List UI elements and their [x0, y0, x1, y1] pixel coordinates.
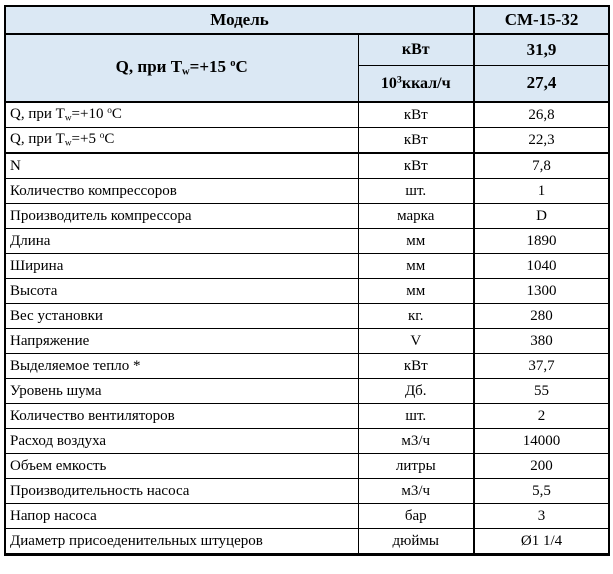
spec-unit-cell: шт. [358, 404, 474, 429]
spec-label-cell: Напор насоса [5, 504, 358, 529]
q15-unit-cell: $10^3ккал/ч$ [358, 66, 474, 103]
spec-unit-cell: шт. [358, 179, 474, 204]
spec-value-cell: 200 [474, 454, 609, 479]
spec-unit-cell: мм [358, 229, 474, 254]
spec-unit-cell: Дб. [358, 379, 474, 404]
spec-value-cell: 7,8 [474, 153, 609, 179]
spec-label-cell: Выделяемое тепло * [5, 354, 358, 379]
spec-value-cell: 14000 [474, 429, 609, 454]
spec-value-cell: 1040 [474, 254, 609, 279]
spec-table [4, 5, 610, 556]
spec-unit-cell: бар [358, 504, 474, 529]
spec-row-compressor-maker [5, 204, 609, 229]
spec-unit-cell: м3/ч [358, 479, 474, 504]
spec-label-cell: Количество компрессоров [5, 179, 358, 204]
spec-value-cell: 55 [474, 379, 609, 404]
spec-value-cell: Ø1 1/4 [474, 529, 609, 555]
spec-label-cell: N [5, 153, 358, 179]
spec-label-cell: Количество вентиляторов [5, 404, 358, 429]
spec-row-compressor-count [5, 179, 609, 204]
spec-value-cell: 1890 [474, 229, 609, 254]
spec-label-cell: Расход воздуха [5, 429, 358, 454]
spec-row-noise-level [5, 379, 609, 404]
spec-unit-cell: V [358, 329, 474, 354]
spec-unit-cell: м3/ч [358, 429, 474, 454]
spec-row-q5 [5, 128, 609, 154]
spec-label-cell: Длина [5, 229, 358, 254]
spec-unit-cell: кВт [358, 102, 474, 128]
spec-row-length [5, 229, 609, 254]
spec-value-cell: 380 [474, 329, 609, 354]
spec-value-cell: D [474, 204, 609, 229]
spec-value-cell: 26,8 [474, 102, 609, 128]
spec-value-cell: 1 [474, 179, 609, 204]
spec-value-cell: 5,5 [474, 479, 609, 504]
spec-value-cell: 3 [474, 504, 609, 529]
spec-unit-cell: кг. [358, 304, 474, 329]
spec-row-air-flow [5, 429, 609, 454]
spec-row-q10 [5, 102, 609, 128]
spec-unit-cell: кВт [358, 354, 474, 379]
spec-row-pump-head [5, 504, 609, 529]
spec-row-width [5, 254, 609, 279]
spec-unit-cell: мм [358, 279, 474, 304]
spec-value-cell: 22,3 [474, 128, 609, 154]
spec-label-cell: Напряжение [5, 329, 358, 354]
spec-unit-cell: кВт [358, 128, 474, 154]
spec-label-cell: Высота [5, 279, 358, 304]
spec-row-voltage [5, 329, 609, 354]
spec-value-cell: 1300 [474, 279, 609, 304]
spec-unit-cell: кВт [358, 153, 474, 179]
spec-label-cell: Вес установки [5, 304, 358, 329]
spec-row-n [5, 153, 609, 179]
spec-row-pump-capacity [5, 479, 609, 504]
spec-label-cell: Производительность насоса [5, 479, 358, 504]
q15-label-cell: Q, при $T_w=+15$ $^o$C [5, 34, 358, 102]
spec-unit-cell: литры [358, 454, 474, 479]
spec-value-cell: 280 [474, 304, 609, 329]
q15-row-kwt [5, 34, 609, 66]
spec-unit-cell: марка [358, 204, 474, 229]
spec-value-cell: 2 [474, 404, 609, 429]
model-header-row [5, 6, 609, 34]
spec-label-cell: Q, при $T_w=+5$ $^o$C [5, 128, 358, 154]
q15-value-cell: 27,4 [474, 66, 609, 103]
q15-unit-cell: кВт [358, 34, 474, 66]
spec-unit-cell: мм [358, 254, 474, 279]
model-value-cell: СМ-15-32 [474, 6, 609, 34]
spec-row-heat-output [5, 354, 609, 379]
spec-label-cell: Q, при $T_w=+10$ $^o$C [5, 102, 358, 128]
spec-row-tank-volume [5, 454, 609, 479]
spec-label-cell: Ширина [5, 254, 358, 279]
spec-value-cell: 37,7 [474, 354, 609, 379]
spec-row-weight [5, 304, 609, 329]
spec-row-fan-count [5, 404, 609, 429]
spec-label-cell: Объем емкость [5, 454, 358, 479]
spec-label-cell: Уровень шума [5, 379, 358, 404]
spec-row-fitting-diameter [5, 529, 609, 555]
q15-value-cell: 31,9 [474, 34, 609, 66]
spec-label-cell: Диаметр присоеденительных штуцеров [5, 529, 358, 555]
spec-row-height [5, 279, 609, 304]
model-label-cell: Модель [5, 6, 474, 34]
spec-unit-cell: дюймы [358, 529, 474, 555]
spec-label-cell: Производитель компрессора [5, 204, 358, 229]
